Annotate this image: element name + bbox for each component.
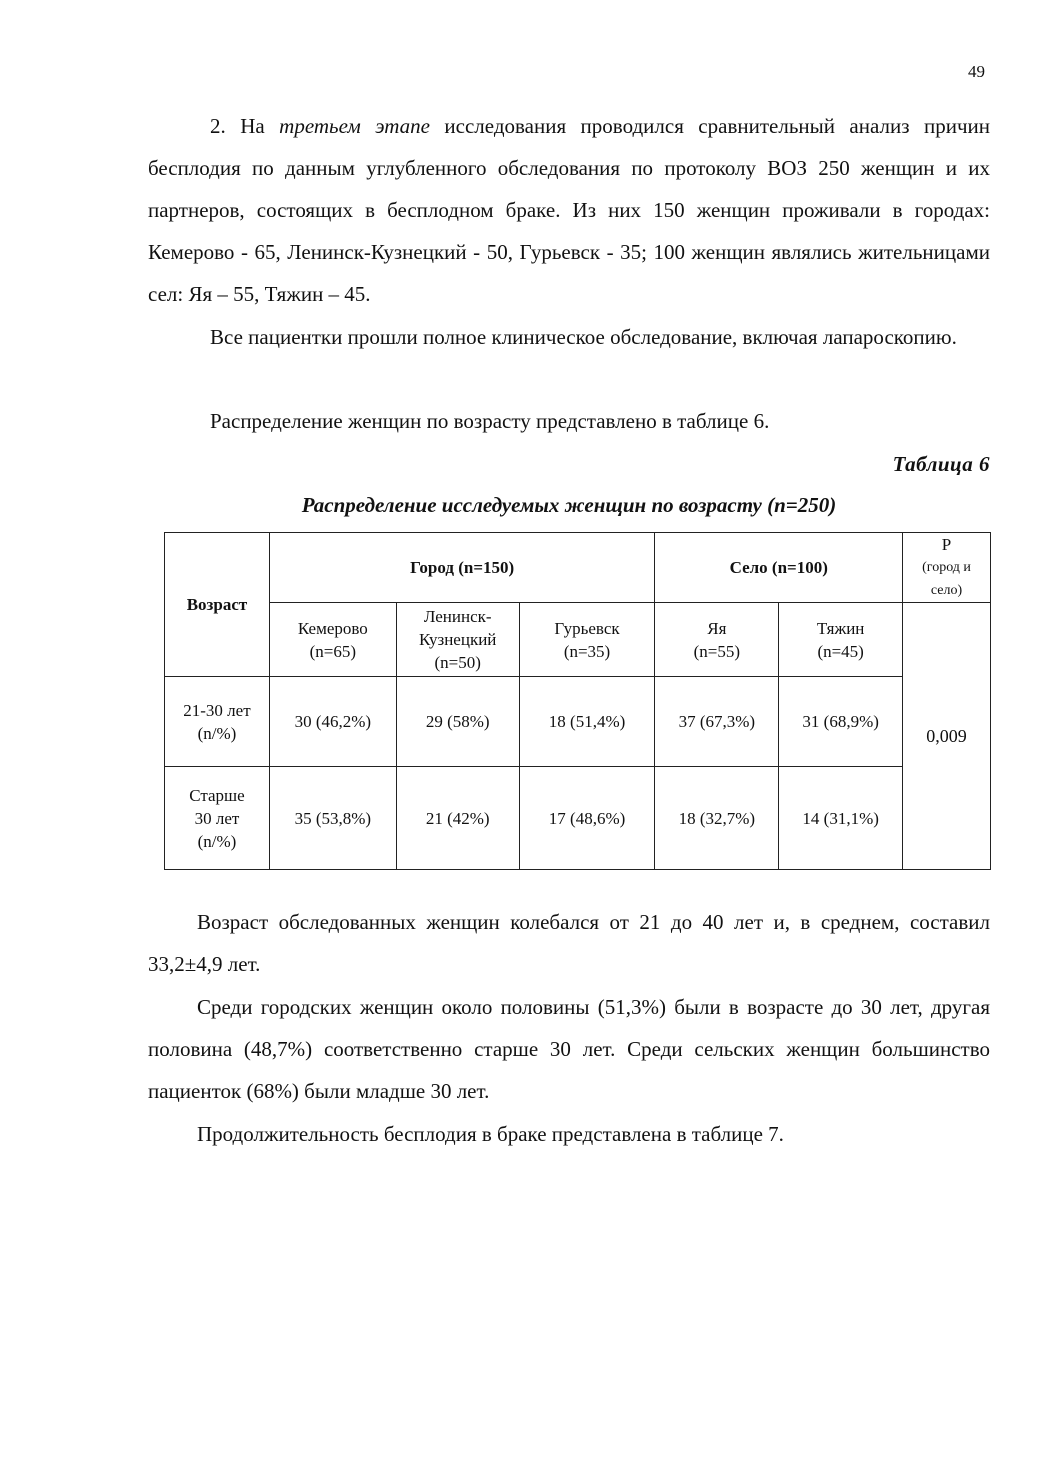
p-value-cell: 0,009 [903,603,991,870]
age-distribution-table [164,532,991,870]
table-row [165,767,991,870]
subheader-n: (n=45) [817,641,864,661]
paragraph-table7-intro [148,1113,990,1155]
header-p-label: Р [941,535,952,554]
subheader-name: Тяжин [816,618,865,638]
table-cell: 29 (58%) [396,677,519,767]
paragraph-text: Возраст обследованных женщин колебался от 21 до 40 лет и, в среднем, составил 33,2±4,9 лет. [148,910,990,976]
subheader-n: (n=50) [434,653,481,672]
header-village-group: Село (n=100) [655,533,903,603]
subheader-guryevsk [519,603,655,677]
subheader-leninsk [396,603,519,677]
table-title: Распределение исследуемых женщин по возрасту (n=250) [301,493,837,517]
subheader-n: (n=35) [563,641,611,661]
paragraph-body: исследования проводился сравнительный анализ причин бесплодия по данным углубленного обследования по протоколу ВОЗ 250 женщин и их партнеров, состоящих в бесплодном браке. Из них 150 женщин проживали в городах: Кемерово - 65, Ленинск-Кузнецкий - 50, Гурьевск - 35; 100 женщин являлись жительницами сел: Яя – 55, Тяжин – 45. [148,114,990,306]
paragraph-text: Все пациентки прошли полное клиническое обследование, включая лапароскопию. [210,325,957,349]
table-cell: 18 (32,7%) [655,767,779,870]
table-row [165,677,991,767]
header-p-value [903,533,991,603]
paragraph-city-village [148,986,990,1112]
page-number: 49 [968,62,985,81]
row-label-unit: (n/%) [197,723,237,743]
table-cell: 21 (42%) [396,767,519,870]
subheader-yaya [655,603,779,677]
table-cell: 31 (68,9%) [779,677,903,767]
subheader-tyazhin [779,603,903,677]
subheader-name: Яя [707,618,727,638]
row-label [165,767,270,870]
table-cell: 35 (53,8%) [269,767,396,870]
paragraph-text: Распределение женщин по возрасту представлено в таблице 6. [210,409,770,433]
row-label-text: 21-30 лет [183,700,251,720]
header-p-sublabel: (город и село) [922,560,971,598]
table-cell: 17 (48,6%) [519,767,655,870]
table-cell: 14 (31,1%) [779,767,903,870]
table-cell: 18 (51,4%) [519,677,655,767]
subheader-name: Кемерово [297,618,368,638]
paragraph-text: Продолжительность бесплодия в браке представлена в таблице 7. [197,1122,784,1146]
subheader-name: Ленинск-Кузнецкий [418,607,497,649]
header-age: Возраст [165,533,270,677]
row-label-unit: (n/%) [197,831,237,851]
paragraph-prefix: 2. На [210,114,280,138]
paragraph-text: Среди городских женщин около половины (51,3%) были в возрасте до 30 лет, другая половина (48,7%) соответственно старше 30 лет. Среди сельских женщин большинство пациенток (68%) были младше 30 лет. [148,995,990,1103]
table-number: Таблица 6 [892,452,990,476]
paragraph-examination [148,316,990,358]
table-cell: 30 (46,2%) [269,677,396,767]
paragraph-study-stage [148,105,990,315]
subheader-n: (n=65) [309,641,357,661]
row-label-text: Старше 30 лет [189,785,245,828]
subheader-n: (n=55) [693,641,741,661]
subheader-kemerovo [269,603,396,677]
row-label [165,677,270,767]
header-city-group: Город (n=150) [269,533,655,603]
paragraph-table-intro [148,400,990,442]
subheader-name: Гурьевск [554,618,620,638]
paragraph-emphasis: третьем этапе [279,114,430,138]
table-cell: 37 (67,3%) [655,677,779,767]
paragraph-age-range [148,901,990,985]
